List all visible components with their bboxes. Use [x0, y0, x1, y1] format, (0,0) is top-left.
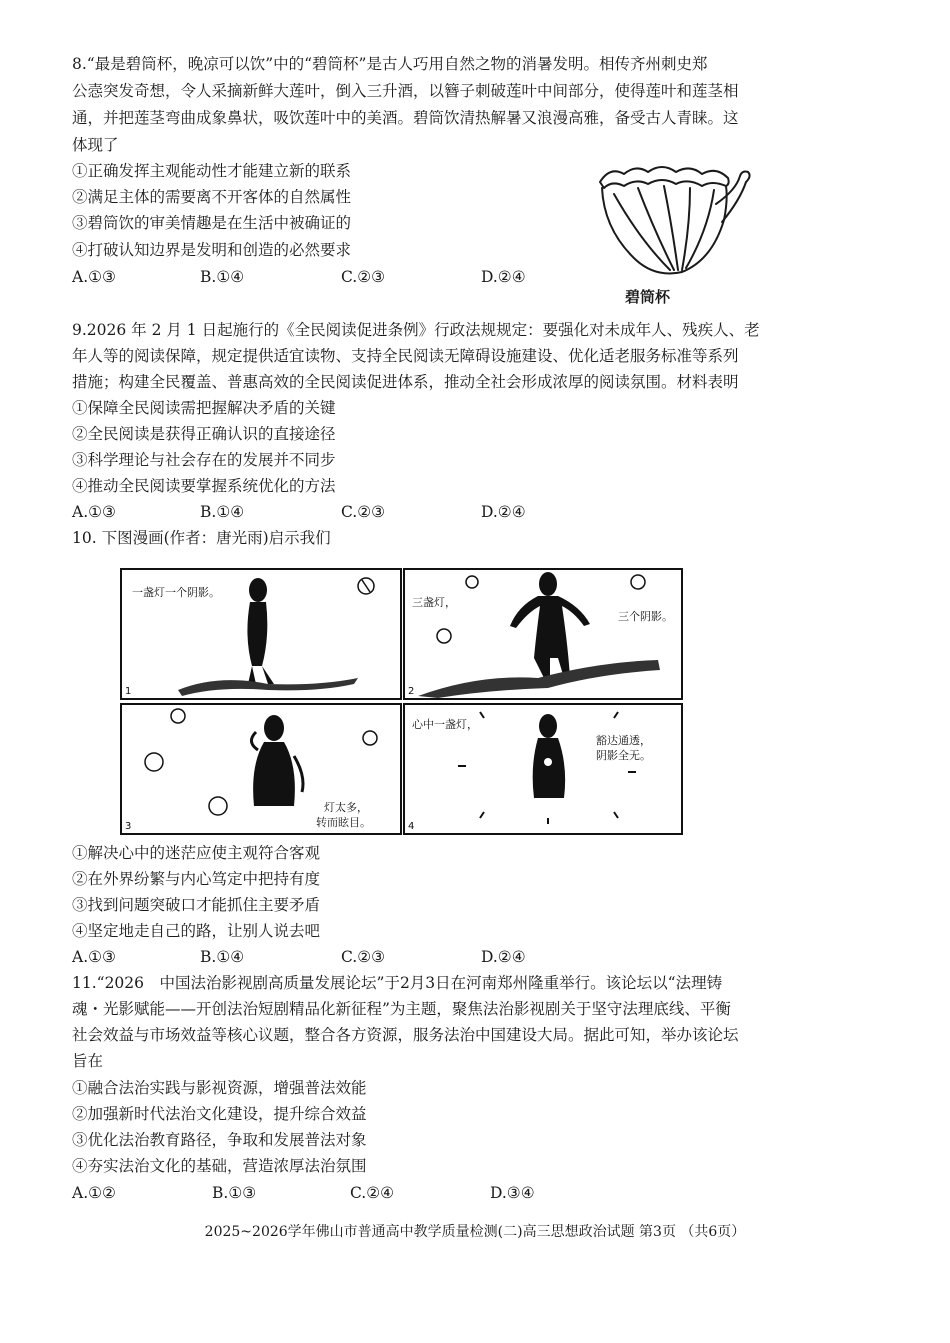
page-footer: 2025~2026学年佛山市普通高中教学质量检测(二)高三思想政治试题 第3页 （共6页） [204, 1224, 746, 1240]
q11-option-a[interactable]: A.①② [72, 1184, 116, 1202]
q9-stem-line-1: 9.2026 年 2 月 1 日起施行的《全民阅读促进条例》行政法规规定：要强化对未成年人、残疾人、老 [72, 321, 760, 339]
q11-option-c[interactable]: C.②④ [350, 1184, 395, 1202]
q10-option-d[interactable]: D.②④ [481, 948, 526, 966]
q10-item-2: ②在外界纷繁与内心笃定中把持有度 [72, 870, 321, 888]
q8-option-a[interactable]: A.①③ [72, 268, 116, 286]
q11-stem-line-2: 魂・光影赋能——开创法治短剧精品化新征程”为主题，聚焦法治影视剧关于坚守法理底线、平衡 [72, 1000, 731, 1018]
comic-panel-4-caption-left: 心中一盏灯， [412, 718, 478, 731]
q11-option-d[interactable]: D.③④ [490, 1184, 535, 1202]
q8-stem-line-3: 通，并把莲茎弯曲成象鼻状，吸饮莲叶中的美酒。碧筒饮清热解暑又浪漫高雅，备受古人青睐。这 [72, 109, 739, 127]
q8-item-2: ②满足主体的需要离不开客体的自然属性 [72, 188, 352, 206]
comic-panel-1-caption: 一盏灯一个阴影。 [132, 586, 220, 599]
q11-stem-line-3: 社会效益与市场效益等核心议题，整合各方资源，服务法治中国建设大局。据此可知，举办该论坛 [72, 1026, 739, 1044]
q9-stem-line-3: 措施；构建全民覆盖、普惠高效的全民阅读促进体系，推动全社会形成浓厚的阅读氛围。材料表明 [72, 373, 739, 391]
q9-option-b[interactable]: B.①④ [200, 503, 245, 521]
comic-panel-2-caption-right: 三个阴影。 [618, 610, 673, 623]
comic-panel-4-caption-right-line-2: 阴影全无。 [596, 749, 651, 762]
figure-caption: 碧筒杯 [625, 288, 671, 306]
q8-item-4: ④打破认知边界是发明和创造的必然要求 [72, 241, 352, 259]
q10-option-b[interactable]: B.①④ [200, 948, 245, 966]
figure-person-2 [510, 572, 590, 678]
q8-item-1: ①正确发挥主观能动性才能建立新的联系 [72, 162, 352, 180]
q9-item-1: ①保障全民阅读需把握解决矛盾的关键 [72, 399, 336, 417]
q9-option-c[interactable]: C.②③ [341, 503, 386, 521]
comic-panel-4-number: 4 [408, 821, 415, 832]
comic-strip [118, 566, 686, 838]
q9-item-4: ④推动全民阅读要掌握系统优化的方法 [72, 477, 336, 495]
q8-option-c[interactable]: C.②③ [341, 268, 386, 286]
figure-person-1 [247, 578, 274, 684]
q11-item-2: ②加强新时代法治文化建设，提升综合效益 [72, 1105, 367, 1123]
q11-stem-line-4: 旨在 [72, 1052, 104, 1070]
comic-panel-4-caption-right-line-1: 豁达通透， [596, 734, 651, 747]
q10-option-a[interactable]: A.①③ [72, 948, 116, 966]
q11-option-b[interactable]: B.①③ [212, 1184, 257, 1202]
comic-panel-3-caption-line-1: 灯太多， [324, 801, 368, 814]
q9-item-3: ③科学理论与社会存在的发展并不同步 [72, 451, 336, 469]
q11-item-4: ④夯实法治文化的基础，营造浓厚法治氛围 [72, 1157, 367, 1175]
q8-stem-line-2: 公悫突发奇想，令人采摘新鲜大莲叶，倒入三升酒，以簪子刺破莲叶中间部分，使得莲叶和莲茎相 [72, 82, 739, 100]
q11-item-1: ①融合法治实践与影视资源，增强普法效能 [72, 1079, 367, 1097]
q8-stem-line-4: 体现了 [72, 136, 119, 154]
comic-panel-3-caption-line-2: 转而眩目。 [316, 816, 371, 829]
q8-option-b[interactable]: B.①④ [200, 268, 245, 286]
comic-panel-1-number: 1 [125, 686, 132, 697]
comic-panel-2-number: 2 [408, 686, 415, 697]
lotus-leaf-cup-figure [590, 160, 760, 285]
lamp-icon [358, 578, 374, 594]
q8-stem-line-1: 8.“最是碧筒杯，晚凉可以饮”中的“碧筒杯”是古人巧用自然之物的消暑发明。相传齐州刺史郑 [72, 55, 708, 73]
figure-person-3 [251, 715, 303, 806]
q10-item-1: ①解决心中的迷茫应使主观符合客观 [72, 844, 321, 862]
comic-panel-2-caption-left: 三盏灯， [412, 596, 456, 609]
q9-option-d[interactable]: D.②④ [481, 503, 526, 521]
q9-option-a[interactable]: A.①③ [72, 503, 116, 521]
q9-item-2: ②全民阅读是获得正确认识的直接途径 [72, 425, 336, 443]
q10-item-4: ④坚定地走自己的路，让别人说去吧 [72, 922, 321, 940]
q9-stem-line-2: 年人等的阅读保障，规定提供适宜读物、支持全民阅读无障碍设施建设、优化适老服务标准等系列 [72, 347, 739, 365]
q11-stem-line-1: 11.“2026 中国法治影视剧高质量发展论坛”于2月3日在河南郑州隆重举行。该论坛以“法理铸 [72, 974, 723, 992]
q10-item-3: ③找到问题突破口才能抓住主要矛盾 [72, 896, 321, 914]
comic-panel-3-number: 3 [125, 821, 132, 832]
q8-option-d[interactable]: D.②④ [481, 268, 526, 286]
q10-stem: 10. 下图漫画(作者：唐光雨)启示我们 [72, 529, 331, 547]
q8-item-3: ③碧筒饮的审美情趣是在生活中被确证的 [72, 214, 352, 232]
q11-item-3: ③优化法治教育路径，争取和发展普法对象 [72, 1131, 367, 1149]
q10-option-c[interactable]: C.②③ [341, 948, 386, 966]
figure-person-4 [533, 714, 565, 798]
